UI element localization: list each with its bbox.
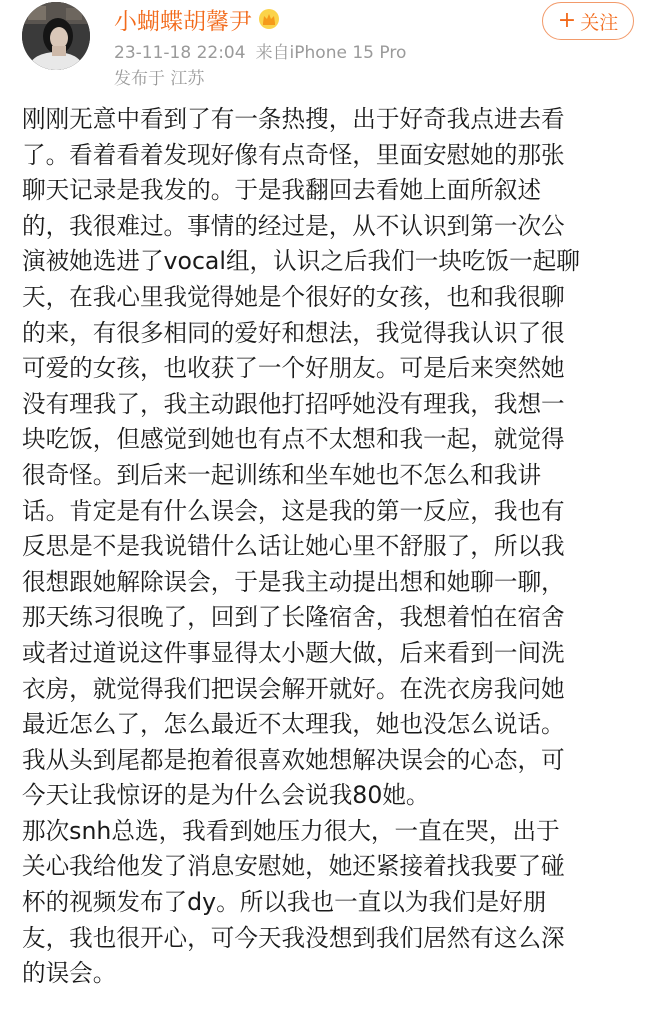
post-line: 我从头到尾都是抱着很喜欢她想解决误会的心态，可 (22, 745, 565, 774)
post-content (22, 102, 634, 992)
post-line: 块吃饭，但感觉到她也有点不太想和我一起，就觉得 (22, 425, 565, 454)
post-line: 的，我很难过。事情的经过是，从不认识到第一次公 (22, 211, 565, 240)
name-row (114, 2, 280, 36)
post-line: 那次snh总选，我看到她压力很大，一直在哭，出于 (22, 816, 560, 845)
post-line: 天，在我心里我觉得她是个很好的女孩，也和我很聊 (22, 282, 565, 311)
post-line: 演被她选进了vocal组，认识之后我们一块吃饭一起聊 (22, 247, 580, 276)
post-line: 很奇怪。到后来一起训练和坐车她也不怎么和我讲 (22, 460, 542, 489)
post-line: 友，我也很开心，可今天我没想到我们居然有这么深 (22, 923, 565, 952)
post-line: 衣房，就觉得我们把误会解开就好。在洗衣房我问她 (22, 674, 565, 703)
crown-icon (258, 8, 280, 30)
post-line: 今天让我惊讶的是为什么会说我80她。 (22, 781, 430, 810)
plus-icon: + (557, 8, 577, 33)
post-line: 那天练习很晚了，回到了长隆宿舍，我想着怕在宿舍 (22, 603, 565, 632)
post-line: 反思是不是我说错什么话让她心里不舒服了，所以我 (22, 532, 565, 561)
post-line: 聊天记录是我发的。于是我翻回去看她上面所叙述 (22, 176, 542, 205)
post-line: 可爱的女孩，也收获了一个好朋友。可是后来突然她 (22, 354, 565, 383)
post-meta (114, 38, 406, 63)
post-line: 关心我给他发了消息安慰她，她还紧接着找我要了碰 (22, 852, 565, 881)
avatar[interactable] (22, 2, 90, 70)
post-line: 很想跟她解除误会，于是我主动提出想和她聊一聊， (22, 567, 565, 596)
post-source: 来自iPhone 15 Pro (255, 43, 407, 63)
post-line: 了。看着看着发现好像有点奇怪，里面安慰她的那张 (22, 140, 565, 169)
post-line: 话。肯定是有什么误会，这是我的第一反应，我也有 (22, 496, 565, 525)
follow-label: 关注 (580, 11, 619, 34)
post-timestamp: 23-11-18 22:04 (114, 43, 246, 63)
post-line: 或者过道说这件事显得太小题大做，后来看到一间洗 (22, 638, 565, 667)
post-line: 的误会。 (22, 959, 117, 988)
post-line: 最近怎么了，怎么最近不太理我，她也没怎么说话。 (22, 710, 565, 739)
follow-button[interactable] (542, 2, 634, 40)
post-line: 的来，有很多相同的爱好和想法，我觉得我认识了很 (22, 318, 565, 347)
post-line: 刚刚无意中看到了有一条热搜，出于好奇我点进去看 (22, 105, 565, 133)
username[interactable]: 小蝴蝶胡馨尹 (114, 8, 252, 35)
post-line: 杯的视频发布了dy。所以我也一直以为我们是好朋 (22, 888, 547, 917)
post-location: 发布于 江苏 (114, 69, 205, 89)
post-line: 没有理我了，我主动跟他打招呼她没有理我，我想一 (22, 389, 565, 418)
